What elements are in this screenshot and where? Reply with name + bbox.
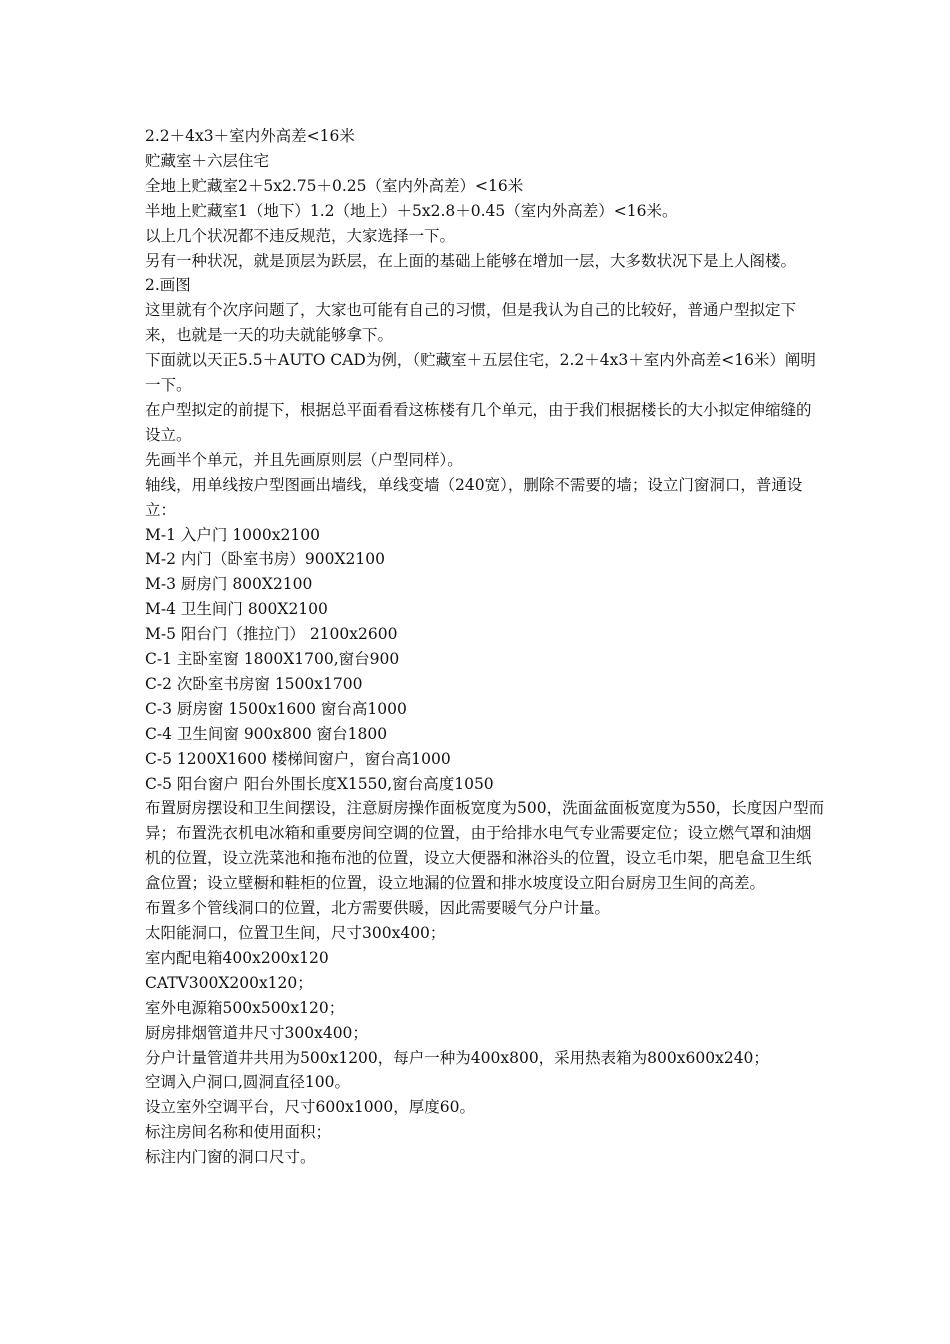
text-line-2: 贮藏室＋六层住宅 <box>145 151 270 170</box>
text-line-24: 布置厨房摆设和卫生间摆设，注意厨房操作面板宽度为500，洗面盆面板宽度为550，长度因户型而异；布置洗衣机电冰箱和重要房间空调的位置，由于给排水电气专业需要定位；设立燃气罩和油烟机的位置，设立洗菜池和拖布池的位置，设立大便器和淋浴头的位置，设立毛巾架，肥皂盒卫生纸盒位置；设立壁橱和鞋柜的位置，设立地漏的位置和排水坡度设立阳台厨房卫生间的高差。 <box>145 799 825 893</box>
text-line-34: 标注房间名称和使用面积； <box>145 1123 332 1142</box>
text-line-10: 在户型拟定的前提下，根据总平面看看这栋楼有几个单元，由于我们根据楼长的大小拟定伸缩缝的设立。 <box>145 400 812 444</box>
window-spec-c2: C-2 次卧室书房窗 1500x1700 <box>145 674 363 693</box>
window-spec-c3: C-3 厨房窗 1500x1600 窗台高1000 <box>145 699 407 718</box>
text-line-6: 另有一种状况，就是顶层为跃层，在上面的基础上能够在增加一层，大多数状况下是上人阁楼。 <box>145 251 797 270</box>
text-line-3: 全地上贮藏室2＋5x2.75＋0.25（室内外高差）<16米 <box>145 176 524 195</box>
text-line-4: 半地上贮藏室1（地下）1.2（地上）＋5x2.8＋0.45（室内外高差）<16米。 <box>145 201 678 220</box>
door-spec-m2: M-2 内门（卧室书房）900X2100 <box>145 550 385 569</box>
document-body <box>145 124 825 1170</box>
text-line-28: CATV300X200x120； <box>145 973 313 992</box>
door-spec-m1: M-1 入户门 1000x2100 <box>145 525 320 544</box>
text-line-26: 太阳能洞口，位置卫生间，尺寸300x400； <box>145 924 446 942</box>
text-line-31: 分户计量管道井共用为500x1200，每户一种为400x800，采用热表箱为800x600x240； <box>145 1048 769 1067</box>
text-line-1: 2.2＋4x3＋室内外高差<16米 <box>145 127 355 145</box>
text-line-35: 标注内门窗的洞口尺寸。 <box>145 1148 316 1167</box>
window-spec-c1: C-1 主卧室窗 1800X1700,窗台900 <box>145 650 400 669</box>
text-line-32: 空调入户洞口,圆洞直径100。 <box>145 1073 351 1092</box>
section-heading: 2.画图 <box>145 276 191 295</box>
window-spec-c5-stair: C-5 1200X1600 楼梯间窗户，窗台高1000 <box>145 749 451 768</box>
text-line-30: 厨房排烟管道井尺寸300x400； <box>145 1023 368 1042</box>
text-line-12: 轴线，用单线按户型图画出墙线，单线变墙（240宽），删除不需要的墙；设立门窗洞口，普通设立： <box>145 475 803 519</box>
text-line-33: 设立室外空调平台，尺寸600x1000，厚度60。 <box>145 1098 475 1117</box>
window-spec-c4: C-4 卫生间窗 900x800 窗台1800 <box>145 724 388 743</box>
text-line-11: 先画半个单元，并且先画原则层（户型同样）。 <box>145 450 463 469</box>
door-spec-m4: M-4 卫生间门 800X2100 <box>145 600 328 619</box>
text-line-5: 以上几个状况都不违反规范，大家选择一下。 <box>145 226 456 245</box>
door-spec-m3: M-3 厨房门 800X2100 <box>145 575 313 594</box>
text-line-25: 布置多个管线洞口的位置，北方需要供暖，因此需要暖气分户计量。 <box>145 899 611 918</box>
door-spec-m5: M-5 阳台门（推拉门） 2100x2600 <box>145 625 398 644</box>
text-line-9: 下面就以天正5.5＋AUTO CAD为例，（贮藏室＋五层住宅，2.2＋4x3＋室内外高差<16米）阐明一下。 <box>145 351 816 395</box>
text-line-29: 室外电源箱500x500x120； <box>145 998 345 1017</box>
window-spec-c5-balcony: C-5 阳台窗户 阳台外围长度X1550,窗台高度1050 <box>145 774 494 793</box>
text-line-27: 室内配电箱400x200x120 <box>145 948 329 967</box>
text-line-8: 这里就有个次序问题了，大家也可能有自己的习惯，但是我认为自己的比较好，普通户型拟定下来，也就是一天的功夫就能够拿下。 <box>145 301 797 345</box>
